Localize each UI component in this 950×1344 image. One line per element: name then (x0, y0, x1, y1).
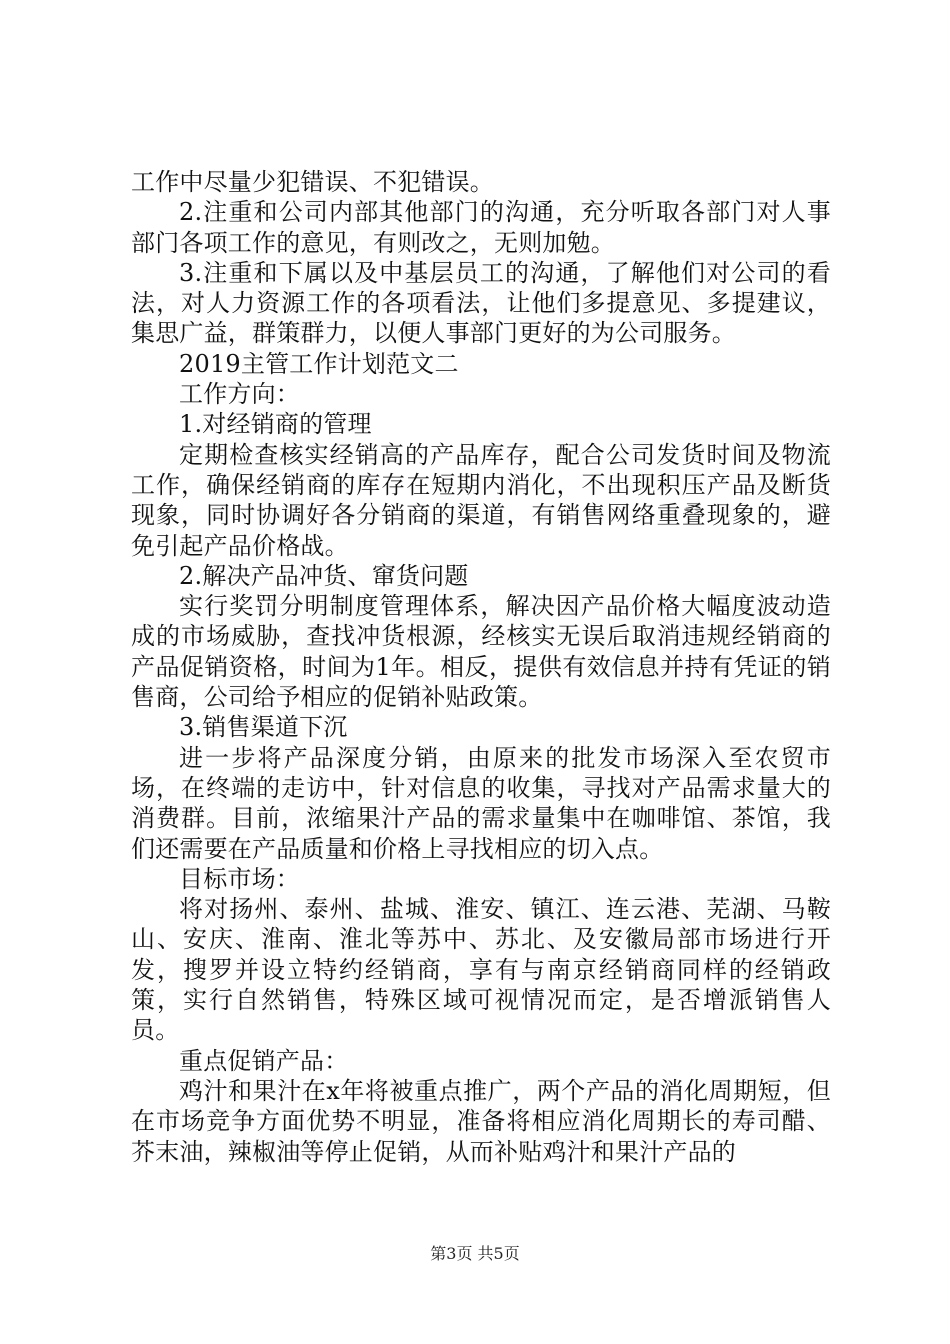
subheading-dealer-management: 1.对经销商的管理 (179, 410, 372, 439)
paragraph-channel-sinking: 进一步将产品深度分销，由原来的批发市场深入至农贸市场，在终端的走访中，针对信息的收集，寻找对产品需求量大的消费群。目前，浓缩果汁产品的需求量集中在咖啡馆、茶馆，我们还需要在产品质量和价格上寻找相应的切入点。 (131, 743, 831, 863)
page-number-footer: 第3页 共5页 (430, 1244, 520, 1263)
paragraph-item-2: 2.注重和公司内部其他部门的沟通，充分听取各部门对人事部门各项工作的意见，有则改之，无则加勉。 (131, 198, 831, 257)
document-body (131, 167, 831, 1167)
paragraph-continuation: 工作中尽量少犯错误、不犯错误。 (131, 168, 494, 196)
heading-work-direction: 工作方向： (179, 380, 300, 409)
subheading-channel-sinking: 3.销售渠道下沉 (179, 713, 348, 742)
paragraph-target-market: 将对扬州、泰州、盐城、淮安、镇江、连云港、芜湖、马鞍山、安庆、淮南、淮北等苏中、苏北、及安徽局部市场进行开发，搜罗并设立特约经销商，享有与南京经销商同样的经销政策，实行自然销售，特殊区域可视情况而定，是否增派销售人员。 (131, 895, 831, 1045)
section-title: 2019主管工作计划范文二 (179, 349, 459, 378)
heading-key-products: 重点促销产品： (179, 1046, 349, 1075)
paragraph-dealer-management: 定期检查核实经销高的产品库存，配合公司发货时间及物流工作，确保经销商的库存在短期内消化，不出现积压产品及断货现象，同时协调好各分销商的渠道，有销售网络重叠现象的，避免引起产品价格战。 (131, 440, 831, 560)
paragraph-item-3: 3.注重和下属以及中基层员工的沟通，了解他们对公司的看法，对人力资源工作的各项看法，让他们多提意见、多提建议，集思广益，群策群力，以便人事部门更好的为公司服务。 (131, 258, 831, 348)
subheading-cross-selling: 2.解决产品冲货、窜货问题 (179, 561, 469, 590)
paragraph-key-products: 鸡汁和果汁在x年将被重点推广，两个产品的消化周期短，但在市场竞争方面优势不明显，准备将相应消化周期长的寿司醋、芥末油，辣椒油等停止促销，从而补贴鸡汁和果汁产品的 (131, 1076, 831, 1166)
paragraph-cross-selling: 实行奖罚分明制度管理体系，解决因产品价格大幅度波动造成的市场威胁，查找冲货根源，经核实无误后取消违规经销商的产品促销资格，时间为1年。相反，提供有效信息并持有凭证的销售商，公司给予相应的促销补贴政策。 (131, 592, 831, 712)
heading-target-market: 目标市场： (179, 864, 300, 893)
